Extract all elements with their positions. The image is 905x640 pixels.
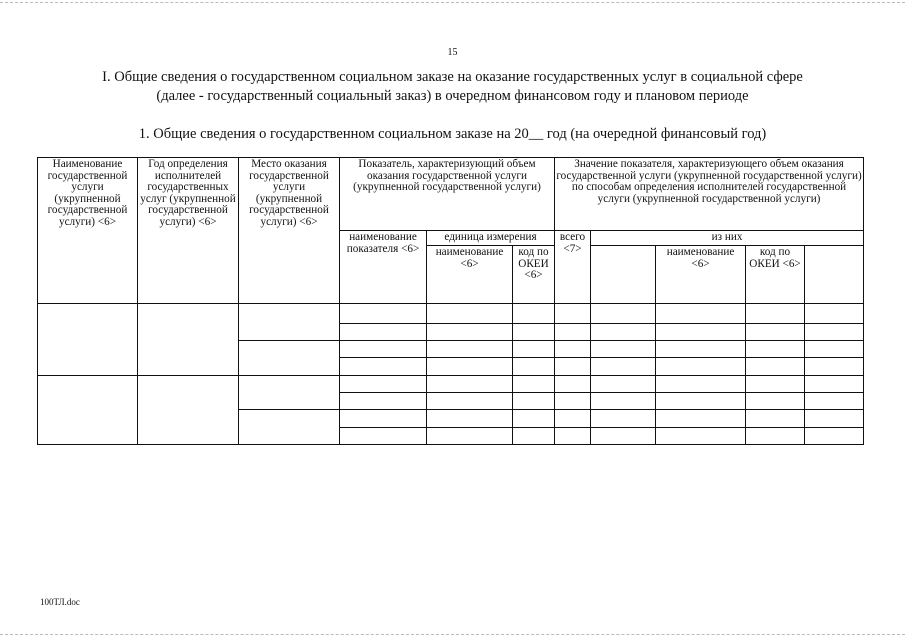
cell <box>746 341 805 358</box>
header-year-defining: Год определения исполнителей государственных услуг (укрупненной государственной услуги) <6> <box>138 158 239 304</box>
cell <box>746 304 805 324</box>
cell <box>340 304 427 324</box>
cell <box>427 341 513 358</box>
cell <box>746 358 805 376</box>
header-volume-indicator: Показатель, характеризующий объем оказания государственной услуги (укрупненной государственной услуги) <box>340 158 555 231</box>
cell <box>591 358 656 376</box>
cell <box>746 410 805 428</box>
cell-year-defining <box>138 376 239 445</box>
cell <box>555 376 591 393</box>
cell <box>340 324 427 341</box>
cell <box>591 376 656 393</box>
table-row <box>38 304 864 324</box>
cell <box>591 324 656 341</box>
cell <box>513 304 555 324</box>
cell <box>591 428 656 445</box>
cell <box>746 393 805 410</box>
cell-service-name <box>38 376 138 445</box>
header-indicator-name: наименование показателя <6> <box>340 231 427 304</box>
cell <box>805 410 864 428</box>
cell <box>340 341 427 358</box>
file-name-footer: 100ТЛ.doc <box>40 597 80 607</box>
cell <box>805 428 864 445</box>
cell <box>555 341 591 358</box>
social-order-table <box>37 157 864 445</box>
cell <box>805 324 864 341</box>
cell <box>340 393 427 410</box>
cell <box>656 376 746 393</box>
header-unit: единица измерения <box>427 231 555 246</box>
header-value-okei-code: код по ОКЕИ <6> <box>746 246 805 304</box>
cell <box>555 324 591 341</box>
cell <box>746 324 805 341</box>
cell <box>513 324 555 341</box>
cell <box>656 341 746 358</box>
cell <box>591 341 656 358</box>
cell <box>340 358 427 376</box>
cell-service-name <box>38 304 138 376</box>
header-place: Место оказания государственной услуги (укрупненной государственной услуги) <6> <box>239 158 340 304</box>
cell <box>513 428 555 445</box>
cell <box>340 376 427 393</box>
cell <box>513 393 555 410</box>
cell-place <box>239 376 340 410</box>
page-number: 15 <box>447 47 458 58</box>
scan-edge-top <box>0 2 905 3</box>
cell <box>555 410 591 428</box>
table-row <box>38 376 864 393</box>
header-value-name: наименование <6> <box>656 246 746 304</box>
header-service-name: Наименование государственной услуги (укрупненной государственной услуги) <6> <box>38 158 138 304</box>
cell <box>555 304 591 324</box>
header-unit-name: наименование <6> <box>427 246 513 304</box>
cell-place <box>239 410 340 445</box>
header-blank-col <box>591 246 656 304</box>
section-heading-line-1: I. Общие сведения о государственном социальном заказе на оказание государственных услуг в социальной сфере <box>102 69 803 85</box>
header-indicator-value: Значение показателя, характеризующего объем оказания государственной услуги (укрупненной государственной услуги) по способам определения исполнителей государственной услуги (укрупненной государственной услуги) <box>555 158 864 231</box>
cell <box>656 428 746 445</box>
cell <box>513 376 555 393</box>
section-heading-line-2: (далее - государственный социальный заказ) в очередном финансовом году и плановом периоде <box>156 88 749 104</box>
header-total: всего <7> <box>555 231 591 304</box>
cell-year-defining <box>138 304 239 376</box>
cell <box>427 324 513 341</box>
cell <box>427 304 513 324</box>
cell <box>427 358 513 376</box>
cell <box>656 358 746 376</box>
cell <box>805 376 864 393</box>
cell <box>555 428 591 445</box>
cell <box>591 410 656 428</box>
subsection-heading: 1. Общие сведения о государственном социальном заказе на 20__ год (на очередной финансовый год) <box>138 126 767 142</box>
header-of-them: из них <box>591 231 864 246</box>
cell <box>656 304 746 324</box>
cell <box>340 428 427 445</box>
cell <box>746 428 805 445</box>
cell <box>427 393 513 410</box>
cell <box>555 358 591 376</box>
cell <box>340 410 427 428</box>
cell <box>555 393 591 410</box>
header-okei-code: код по ОКЕИ <6> <box>513 246 555 304</box>
cell <box>656 410 746 428</box>
scan-edge-bottom <box>0 634 905 635</box>
cell <box>427 376 513 393</box>
cell <box>805 341 864 358</box>
cell <box>591 304 656 324</box>
cell <box>513 341 555 358</box>
section-heading <box>30 68 875 106</box>
cell <box>656 393 746 410</box>
cell <box>591 393 656 410</box>
cell <box>513 358 555 376</box>
cell <box>513 410 555 428</box>
cell <box>427 410 513 428</box>
header-blank-col-last <box>805 246 864 304</box>
cell <box>805 304 864 324</box>
cell-place <box>239 341 340 376</box>
cell <box>746 376 805 393</box>
cell-place <box>239 304 340 341</box>
cell <box>427 428 513 445</box>
cell <box>805 393 864 410</box>
cell <box>805 358 864 376</box>
cell <box>656 324 746 341</box>
